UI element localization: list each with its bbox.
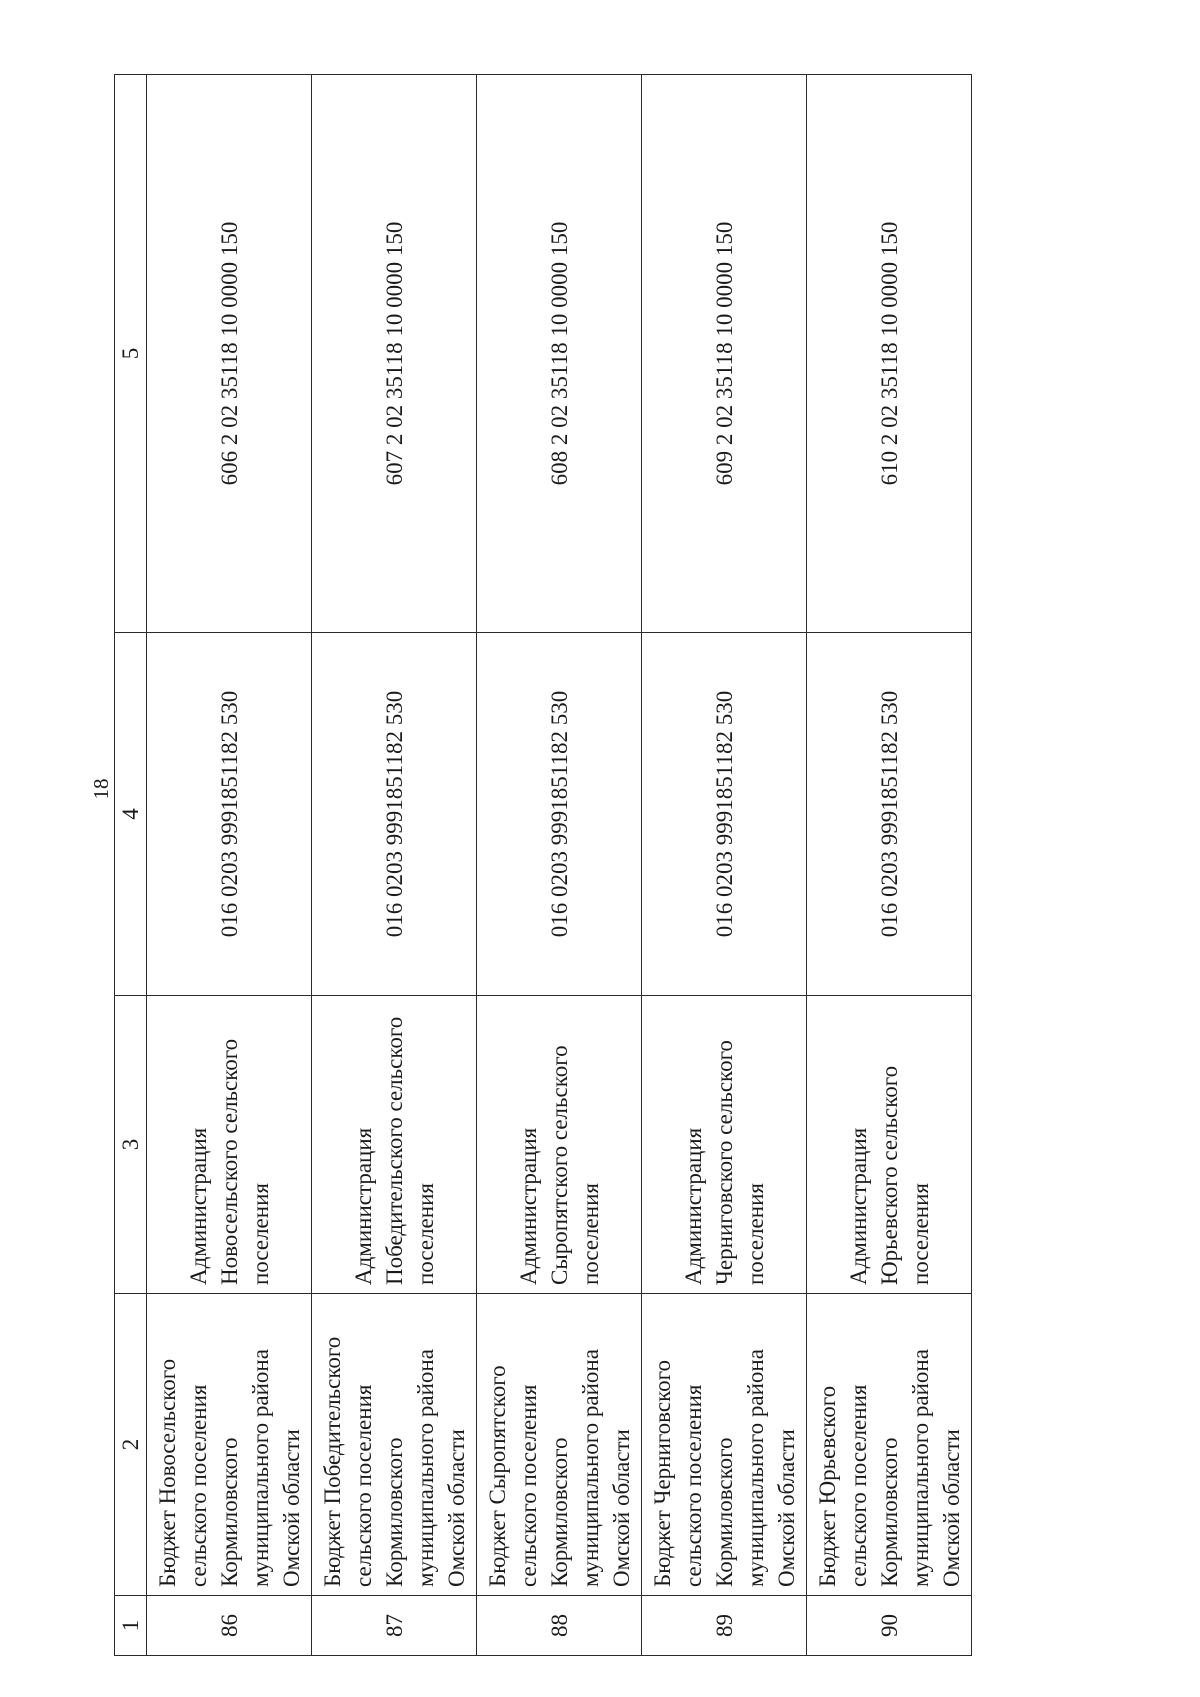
row-number: 87 xyxy=(312,1596,477,1656)
administrator-name: Администрация Победительского сельского поселения xyxy=(312,996,477,1294)
table-rotation-frame xyxy=(114,75,972,1656)
expense-code: 016 0203 9991851182 530 xyxy=(147,633,312,996)
expense-code: 016 0203 9991851182 530 xyxy=(312,633,477,996)
administrator-name: Администрация Черниговского сельского поселения xyxy=(642,996,807,1294)
revenue-code: 610 2 02 35118 10 0000 150 xyxy=(807,75,972,633)
table-row xyxy=(147,75,312,1656)
expense-code: 016 0203 9991851182 530 xyxy=(477,633,642,996)
header-col-4: 4 xyxy=(115,633,147,996)
administrator-name: Администрация Юрьевского сельского поселения xyxy=(807,996,972,1294)
expense-code: 016 0203 9991851182 530 xyxy=(807,633,972,996)
page-number: 18 xyxy=(89,778,113,800)
table-row xyxy=(477,75,642,1656)
table-header-row xyxy=(115,75,147,1656)
table-row xyxy=(807,75,972,1656)
table-row xyxy=(642,75,807,1656)
row-number: 86 xyxy=(147,1596,312,1656)
revenue-code: 606 2 02 35118 10 0000 150 xyxy=(147,75,312,633)
expense-code: 016 0203 9991851182 530 xyxy=(642,633,807,996)
row-number: 90 xyxy=(807,1596,972,1656)
revenue-code: 608 2 02 35118 10 0000 150 xyxy=(477,75,642,633)
budget-name: Бюджет Юрьевского сельского поселения Кормиловского муниципального района Омской области xyxy=(807,1294,972,1596)
row-number: 89 xyxy=(642,1596,807,1656)
budget-name: Бюджет Новосельского сельского поселения Кормиловского муниципального района Омской области xyxy=(147,1294,312,1596)
budget-table xyxy=(114,74,972,1656)
header-col-3: 3 xyxy=(115,996,147,1294)
rotated-table-area xyxy=(114,75,972,1656)
budget-name: Бюджет Сыропятского сельского поселения Кормиловского муниципального района Омской области xyxy=(477,1294,642,1596)
budget-name: Бюджет Черниговского сельского поселения Кормиловского муниципального района Омской области xyxy=(642,1294,807,1596)
revenue-code: 609 2 02 35118 10 0000 150 xyxy=(642,75,807,633)
revenue-code: 607 2 02 35118 10 0000 150 xyxy=(312,75,477,633)
table-row xyxy=(312,75,477,1656)
budget-name: Бюджет Победительского сельского поселения Кормиловского муниципального района Омской области xyxy=(312,1294,477,1596)
row-number: 88 xyxy=(477,1596,642,1656)
administrator-name: Администрация Новосельского сельского поселения xyxy=(147,996,312,1294)
header-col-5: 5 xyxy=(115,75,147,633)
header-col-1: 1 xyxy=(115,1596,147,1656)
administrator-name: Администрация Сыропятского сельского поселения xyxy=(477,996,642,1294)
header-col-2: 2 xyxy=(115,1294,147,1596)
